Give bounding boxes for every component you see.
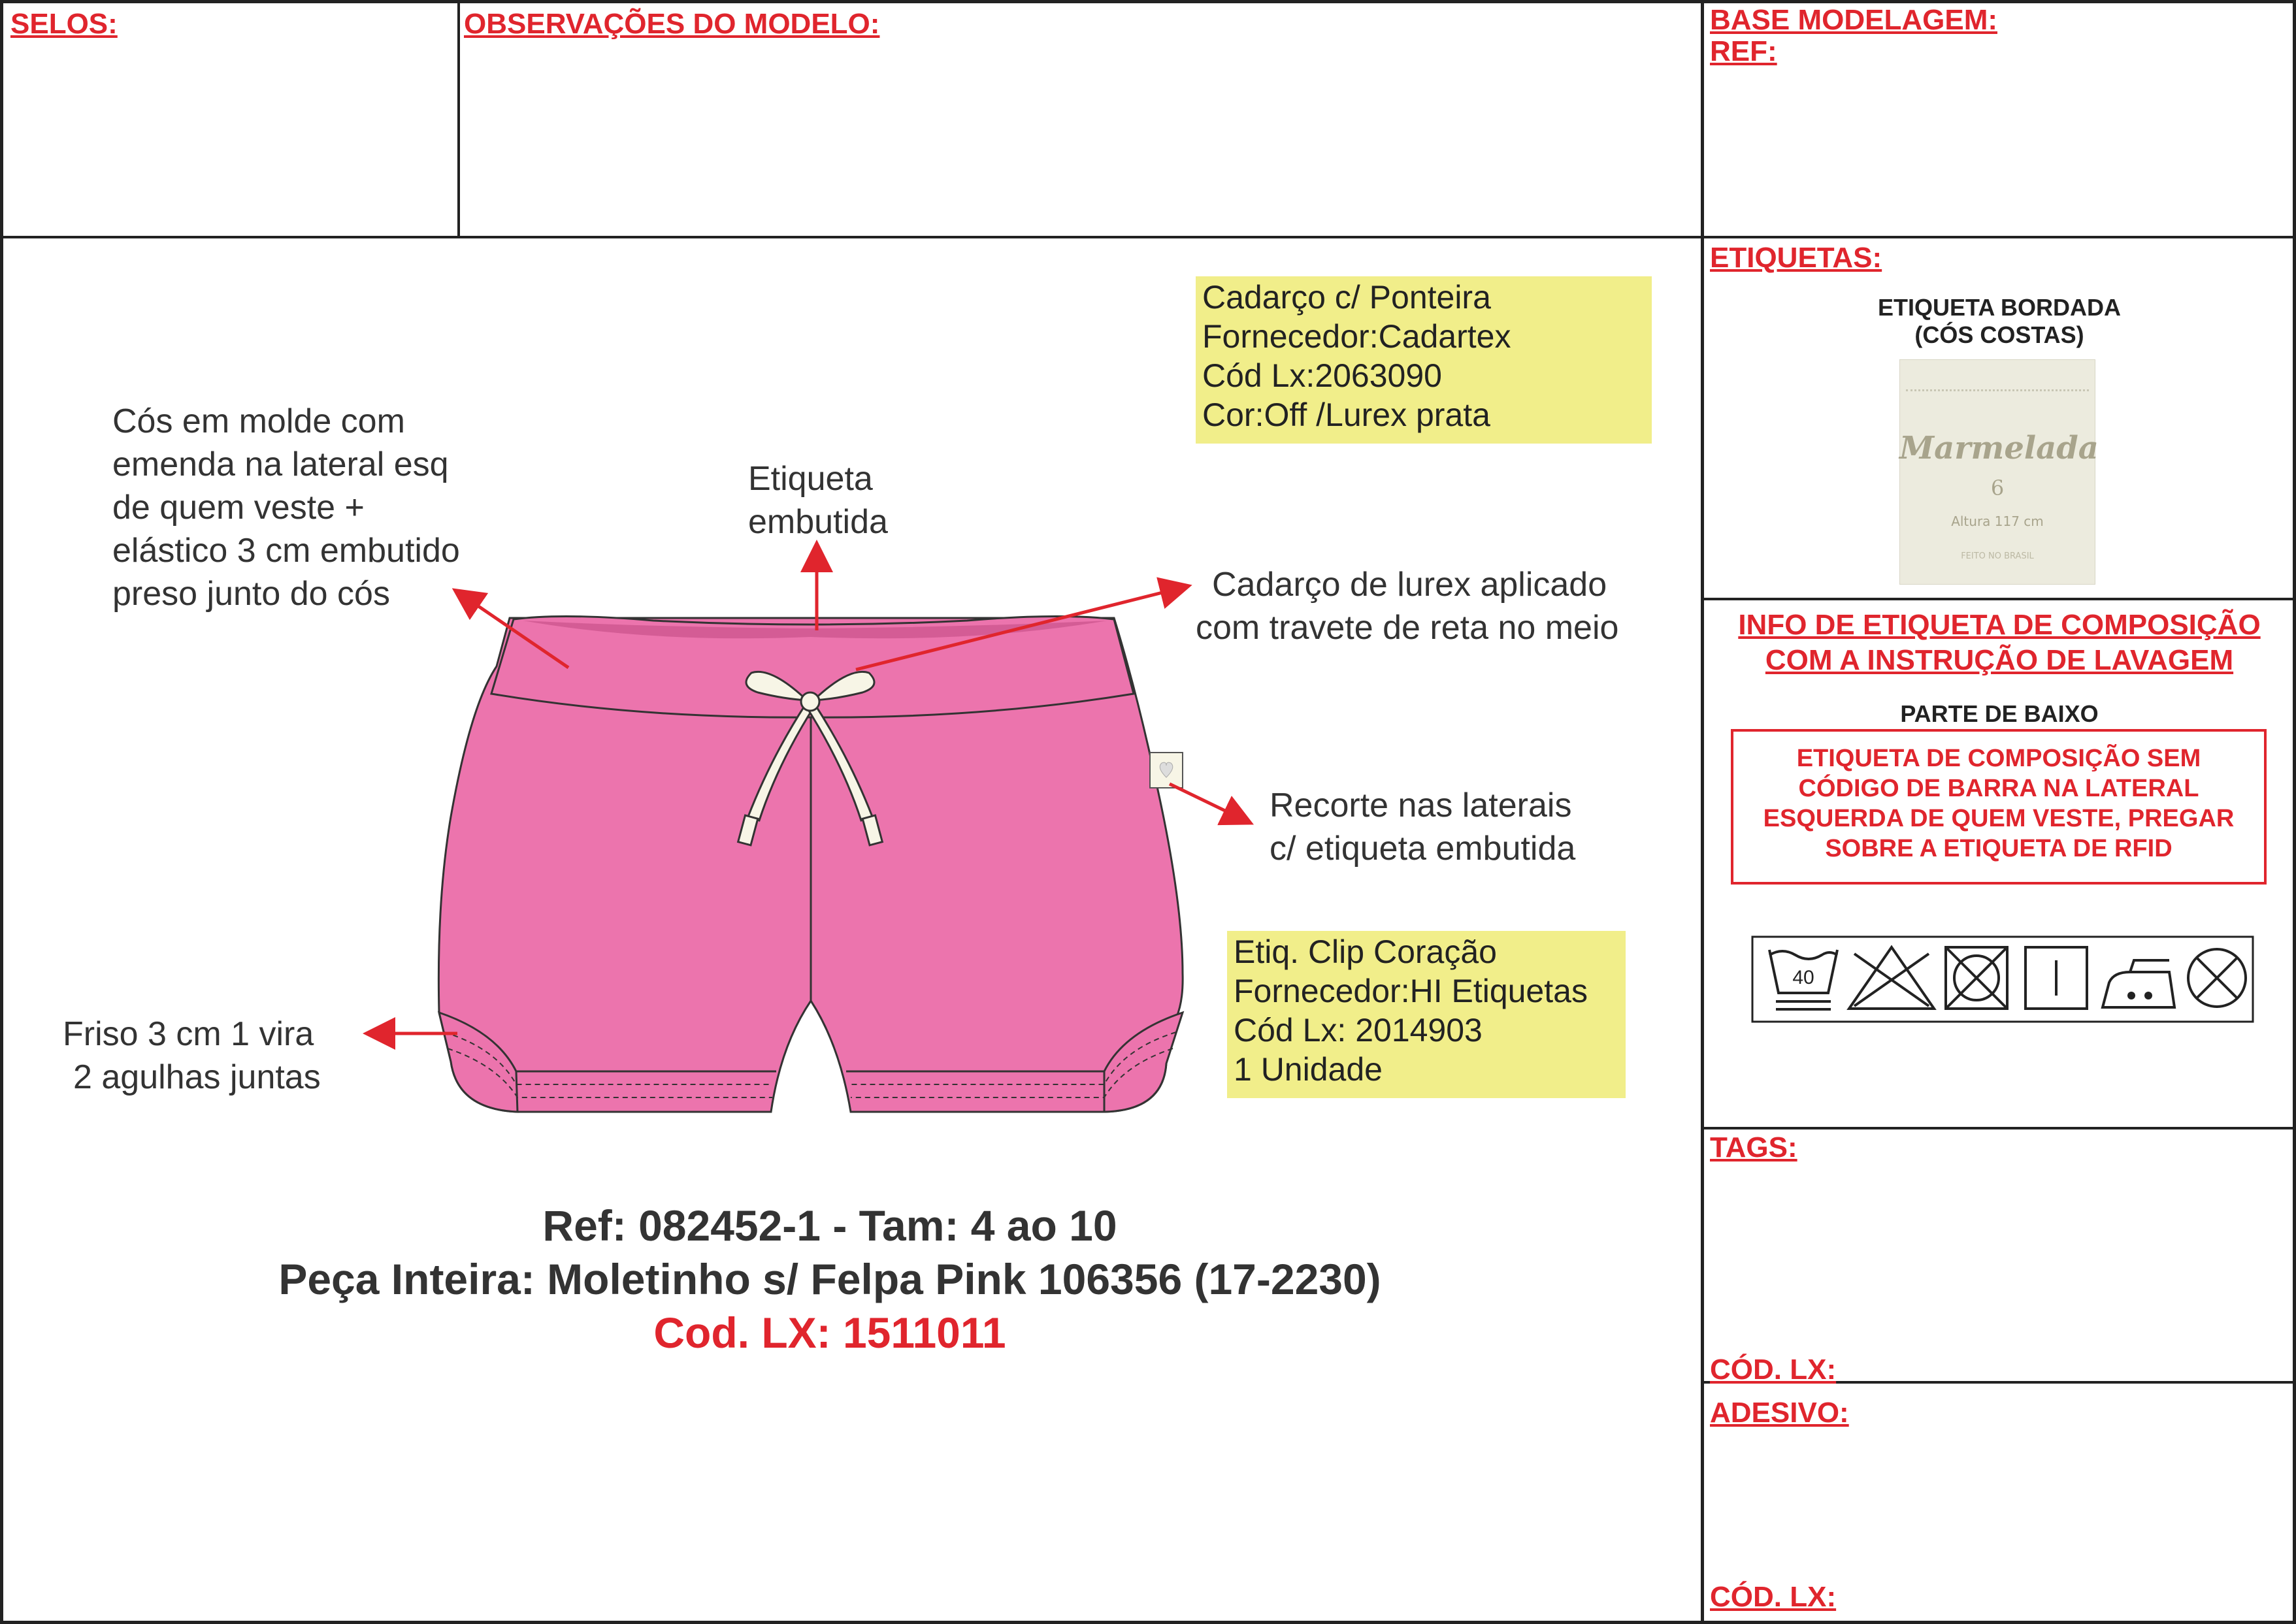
trim-note-clip bbox=[1227, 931, 1626, 1098]
note-etiqueta bbox=[748, 457, 888, 544]
base-modelagem-header: BASE MODELAGEM: bbox=[1710, 4, 1997, 36]
woven-label-brand: Marmelada bbox=[1899, 430, 2099, 466]
etiqueta-bordada-line: (CÓS COSTAS) bbox=[1914, 321, 2084, 348]
composition-header bbox=[1705, 608, 2293, 678]
note-recorte bbox=[1270, 784, 1575, 870]
trim-note-line: Cor:Off /Lurex prata bbox=[1202, 397, 1490, 433]
note-friso-line: 2 agulhas juntas bbox=[73, 1058, 321, 1096]
divider-etiquetas bbox=[1702, 598, 2294, 600]
cod-lx-tags-label: CÓD. LX: bbox=[1710, 1354, 1837, 1386]
wash-temp: 40 bbox=[1792, 967, 1814, 988]
ref-header: REF: bbox=[1710, 35, 1777, 67]
footer-peca: Peça Inteira: Moletinho s/ Felpa Pink 106356 (17-2230) bbox=[278, 1255, 1381, 1303]
composition-warning-line: ESQUERDA DE QUEM VESTE, PREGAR bbox=[1763, 805, 2235, 832]
care-symbols bbox=[1751, 935, 2254, 1023]
woven-label-made-in: FEITO NO BRASIL bbox=[1961, 551, 2034, 561]
note-cos-line: elástico 3 cm embutido bbox=[112, 532, 460, 570]
note-cadarco-lurex-line: com travete de reta no meio bbox=[1196, 609, 1619, 647]
trim-note-line: Etiq. Clip Coração bbox=[1234, 934, 1497, 970]
drawstring-knot bbox=[801, 692, 819, 711]
trim-note-cadarco bbox=[1196, 276, 1652, 444]
trim-note-line: Cadarço c/ Ponteira bbox=[1202, 279, 1491, 316]
note-etiqueta-line: embutida bbox=[748, 503, 888, 541]
trim-note-line: Cód Lx: 2014903 bbox=[1234, 1012, 1483, 1048]
composition-header-line: COM A INSTRUÇÃO DE LAVAGEM bbox=[1765, 644, 2234, 676]
note-recorte-line: c/ etiqueta embutida bbox=[1270, 830, 1576, 868]
composition-warning-box bbox=[1731, 729, 2267, 885]
observacoes-header: OBSERVAÇÕES DO MODELO: bbox=[464, 8, 880, 40]
woven-label-stitch bbox=[1906, 389, 2089, 391]
note-cos bbox=[112, 400, 460, 615]
composition-warning-line: CÓDIGO DE BARRA NA LATERAL bbox=[1798, 775, 2199, 802]
parte-de-baixo: PARTE DE BAIXO bbox=[1900, 700, 2099, 727]
note-cos-line: preso junto do cós bbox=[112, 575, 390, 613]
woven-label-height: Altura 117 cm bbox=[1951, 513, 2044, 529]
note-cos-line: de quem veste + bbox=[112, 489, 365, 527]
trim-note-line: Fornecedor:HI Etiquetas bbox=[1234, 973, 1588, 1009]
note-recorte-line: Recorte nas laterais bbox=[1270, 787, 1572, 824]
note-cadarco-lurex-line: Cadarço de lurex aplicado bbox=[1212, 566, 1607, 604]
trim-note-line: Cód Lx:2063090 bbox=[1202, 357, 1442, 394]
note-etiqueta-line: Etiqueta bbox=[748, 460, 873, 498]
cod-lx-adesivo-label: CÓD. LX: bbox=[1710, 1581, 1837, 1613]
adesivo-header: ADESIVO: bbox=[1710, 1397, 1849, 1429]
note-cos-line: Cós em molde com bbox=[112, 402, 405, 440]
no-tumble-dry-icon bbox=[1946, 947, 2007, 1009]
note-cos-line: emenda na lateral esq bbox=[112, 446, 449, 483]
note-friso-line: Friso 3 cm 1 vira bbox=[63, 1015, 314, 1053]
footer-ref: Ref: 082452-1 - Tam: 4 ao 10 bbox=[542, 1201, 1117, 1250]
trim-note-line: 1 Unidade bbox=[1234, 1051, 1383, 1088]
footer-cod-lx: Cod. LX: 1511011 bbox=[653, 1308, 1006, 1357]
note-friso bbox=[63, 1013, 321, 1099]
composition-header-line: INFO DE ETIQUETA DE COMPOSIÇÃO bbox=[1738, 609, 2261, 641]
woven-label-size: 6 bbox=[1990, 476, 2005, 500]
trim-note-line: Fornecedor:Cadartex bbox=[1202, 318, 1511, 355]
composition-warning-line: ETIQUETA DE COMPOSIÇÃO SEM bbox=[1796, 745, 2201, 772]
selos-header: SELOS: bbox=[10, 8, 118, 40]
frame-bottom bbox=[0, 1621, 2296, 1624]
divider-composition bbox=[1702, 1127, 2294, 1129]
note-cadarco-lurex bbox=[1196, 563, 1618, 649]
etiqueta-bordada-line: ETIQUETA BORDADA bbox=[1878, 294, 2121, 321]
arrow-recorte bbox=[1170, 784, 1248, 822]
composition-warning-line: SOBRE A ETIQUETA DE RFID bbox=[1825, 835, 2173, 862]
etiqueta-bordada-title bbox=[1705, 294, 2293, 349]
woven-label bbox=[1899, 359, 2099, 585]
tags-header: TAGS: bbox=[1710, 1131, 1797, 1163]
etiquetas-header: ETIQUETAS: bbox=[1710, 242, 1882, 274]
